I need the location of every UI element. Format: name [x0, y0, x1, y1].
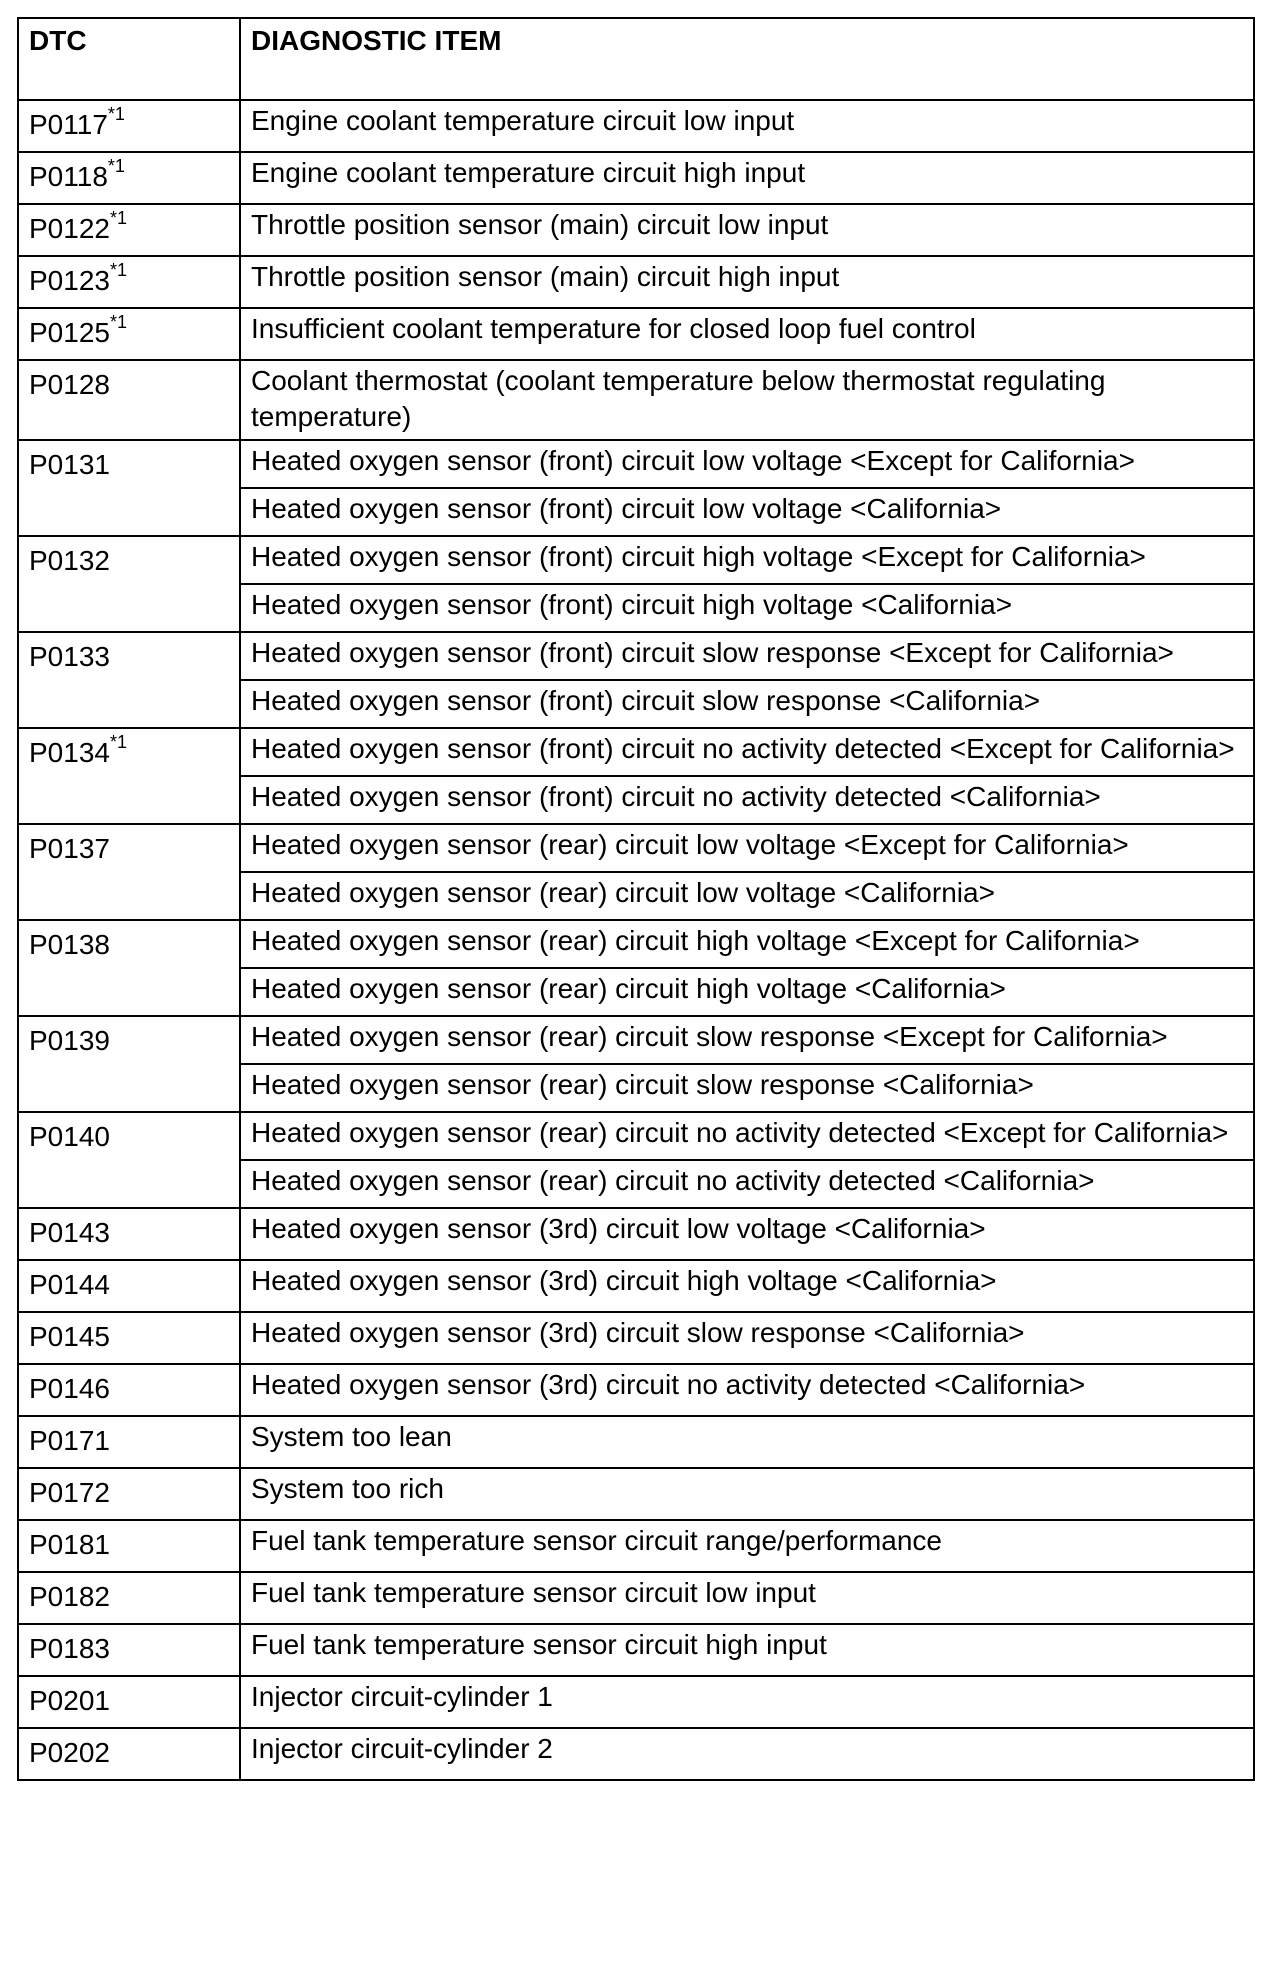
- dtc-code-cell: [18, 632, 240, 728]
- diagnostic-item-cell: Injector circuit-cylinder 2: [240, 1728, 1254, 1780]
- diagnostic-item-cell: Fuel tank temperature sensor circuit low input: [240, 1572, 1254, 1624]
- table-row: [18, 1468, 1254, 1520]
- table-row: [18, 1312, 1254, 1364]
- diagnostic-item-cell: Heated oxygen sensor (rear) circuit no activity detected <California>: [240, 1160, 1254, 1208]
- dtc-code-cell: [18, 1520, 240, 1572]
- diagnostic-item-cell: Heated oxygen sensor (front) circuit low voltage <California>: [240, 488, 1254, 536]
- diagnostic-item-column-header: DIAGNOSTIC ITEM: [240, 18, 1254, 100]
- dtc-column-header: DTC: [18, 18, 240, 100]
- diagnostic-item-cell: Heated oxygen sensor (front) circuit high voltage <Except for California>: [240, 536, 1254, 584]
- dtc-code: P0133: [29, 641, 110, 672]
- table-row: [18, 1572, 1254, 1624]
- dtc-code-cell: [18, 360, 240, 440]
- diagnostic-item-cell: Heated oxygen sensor (3rd) circuit no activity detected <California>: [240, 1364, 1254, 1416]
- diagnostic-item-cell: Heated oxygen sensor (front) circuit slow response <California>: [240, 680, 1254, 728]
- table-row: [18, 632, 1254, 680]
- table-row: [18, 256, 1254, 308]
- table-row: [18, 920, 1254, 968]
- diagnostic-item-cell: Heated oxygen sensor (front) circuit high voltage <California>: [240, 584, 1254, 632]
- dtc-table: [17, 17, 1255, 1781]
- footnote-marker: *1: [109, 732, 127, 752]
- diagnostic-item-cell: Throttle position sensor (main) circuit low input: [240, 204, 1254, 256]
- table-row: [18, 1112, 1254, 1160]
- diagnostic-item-cell: Heated oxygen sensor (rear) circuit high voltage <California>: [240, 968, 1254, 1016]
- dtc-code: P0138: [29, 929, 110, 960]
- dtc-code: P0145: [29, 1321, 110, 1352]
- dtc-code: P0128: [29, 369, 110, 400]
- dtc-code: P0172: [29, 1477, 110, 1508]
- dtc-code-cell: [18, 824, 240, 920]
- diagnostic-item-cell: Heated oxygen sensor (front) circuit low voltage <Except for California>: [240, 440, 1254, 488]
- dtc-code: P0132: [29, 545, 110, 576]
- table-row: [18, 1208, 1254, 1260]
- dtc-code-cell: [18, 1260, 240, 1312]
- dtc-code: P0122: [29, 213, 110, 244]
- table-row: [18, 100, 1254, 152]
- dtc-code-cell: [18, 1112, 240, 1208]
- table-body: [18, 100, 1254, 1780]
- dtc-code-cell: [18, 256, 240, 308]
- dtc-code-cell: [18, 204, 240, 256]
- dtc-code-cell: [18, 1016, 240, 1112]
- table-row: [18, 1624, 1254, 1676]
- diagnostic-item-cell: System too rich: [240, 1468, 1254, 1520]
- diagnostic-item-cell: System too lean: [240, 1416, 1254, 1468]
- header-row: [18, 18, 1254, 100]
- dtc-code-cell: [18, 1208, 240, 1260]
- diagnostic-item-cell: Heated oxygen sensor (3rd) circuit slow response <California>: [240, 1312, 1254, 1364]
- dtc-code: P0125: [29, 317, 110, 348]
- footnote-marker: *1: [107, 104, 125, 124]
- dtc-code: P0131: [29, 449, 110, 480]
- table-row: [18, 1260, 1254, 1312]
- dtc-code: P0140: [29, 1121, 110, 1152]
- footnote-marker: *1: [109, 312, 127, 332]
- diagnostic-item-cell: Heated oxygen sensor (front) circuit no activity detected <California>: [240, 776, 1254, 824]
- dtc-code: P0171: [29, 1425, 110, 1456]
- dtc-code-cell: [18, 1676, 240, 1728]
- dtc-code-cell: [18, 1728, 240, 1780]
- dtc-code: P0117: [29, 109, 108, 140]
- table-row: [18, 204, 1254, 256]
- diagnostic-item-cell: Heated oxygen sensor (rear) circuit no activity detected <Except for California>: [240, 1112, 1254, 1160]
- dtc-code-cell: [18, 440, 240, 536]
- dtc-code: P0134: [29, 737, 110, 768]
- table-row: [18, 1728, 1254, 1780]
- dtc-code-cell: [18, 308, 240, 360]
- table-row: [18, 1416, 1254, 1468]
- table-row: [18, 1676, 1254, 1728]
- footnote-marker: *1: [109, 260, 127, 280]
- dtc-code: P0123: [29, 265, 110, 296]
- diagnostic-item-cell: Engine coolant temperature circuit high input: [240, 152, 1254, 204]
- table-row: [18, 440, 1254, 488]
- dtc-code: P0202: [29, 1737, 110, 1768]
- table-row: [18, 1016, 1254, 1064]
- diagnostic-item-cell: Throttle position sensor (main) circuit high input: [240, 256, 1254, 308]
- table-row: [18, 728, 1254, 776]
- dtc-code-cell: [18, 1416, 240, 1468]
- dtc-code: P0182: [29, 1581, 110, 1612]
- dtc-code-cell: [18, 1312, 240, 1364]
- table-row: [18, 152, 1254, 204]
- dtc-code-cell: [18, 1624, 240, 1676]
- dtc-code: P0144: [29, 1269, 110, 1300]
- diagnostic-item-cell: Heated oxygen sensor (rear) circuit low voltage <California>: [240, 872, 1254, 920]
- dtc-code: P0146: [29, 1373, 110, 1404]
- dtc-code: P0139: [29, 1025, 110, 1056]
- diagnostic-item-cell: Heated oxygen sensor (3rd) circuit high voltage <California>: [240, 1260, 1254, 1312]
- dtc-code: P0201: [29, 1685, 110, 1716]
- dtc-code-cell: [18, 1468, 240, 1520]
- diagnostic-item-cell: Fuel tank temperature sensor circuit range/performance: [240, 1520, 1254, 1572]
- diagnostic-item-cell: Heated oxygen sensor (rear) circuit slow response <California>: [240, 1064, 1254, 1112]
- diagnostic-item-cell: Insufficient coolant temperature for closed loop fuel control: [240, 308, 1254, 360]
- diagnostic-item-cell: Injector circuit-cylinder 1: [240, 1676, 1254, 1728]
- dtc-code-cell: [18, 536, 240, 632]
- diagnostic-item-cell: Engine coolant temperature circuit low input: [240, 100, 1254, 152]
- dtc-code: P0143: [29, 1217, 110, 1248]
- diagnostic-item-cell: Heated oxygen sensor (front) circuit slow response <Except for California>: [240, 632, 1254, 680]
- footnote-marker: *1: [107, 156, 125, 176]
- diagnostic-item-cell: Fuel tank temperature sensor circuit high input: [240, 1624, 1254, 1676]
- footnote-marker: *1: [109, 208, 127, 228]
- diagnostic-item-cell: Heated oxygen sensor (3rd) circuit low voltage <California>: [240, 1208, 1254, 1260]
- dtc-code: P0181: [29, 1529, 110, 1560]
- dtc-code: P0118: [29, 161, 108, 192]
- diagnostic-item-cell: Heated oxygen sensor (front) circuit no activity detected <Except for California>: [240, 728, 1254, 776]
- dtc-code-cell: [18, 1572, 240, 1624]
- dtc-code-cell: [18, 920, 240, 1016]
- dtc-code-cell: [18, 1364, 240, 1416]
- table-row: [18, 824, 1254, 872]
- table-row: [18, 536, 1254, 584]
- diagnostic-item-cell: Heated oxygen sensor (rear) circuit high voltage <Except for California>: [240, 920, 1254, 968]
- dtc-code-cell: [18, 100, 240, 152]
- table-row: [18, 1364, 1254, 1416]
- dtc-code-cell: [18, 728, 240, 824]
- diagnostic-item-cell: Heated oxygen sensor (rear) circuit slow response <Except for California>: [240, 1016, 1254, 1064]
- dtc-code: P0183: [29, 1633, 110, 1664]
- dtc-code-cell: [18, 152, 240, 204]
- table-row: [18, 1520, 1254, 1572]
- diagnostic-item-cell: Coolant thermostat (coolant temperature below thermostat regulating temperature): [240, 360, 1254, 440]
- table-row: [18, 308, 1254, 360]
- table-row: [18, 360, 1254, 440]
- table-header: [18, 18, 1254, 100]
- diagnostic-item-cell: Heated oxygen sensor (rear) circuit low voltage <Except for California>: [240, 824, 1254, 872]
- dtc-code: P0137: [29, 833, 110, 864]
